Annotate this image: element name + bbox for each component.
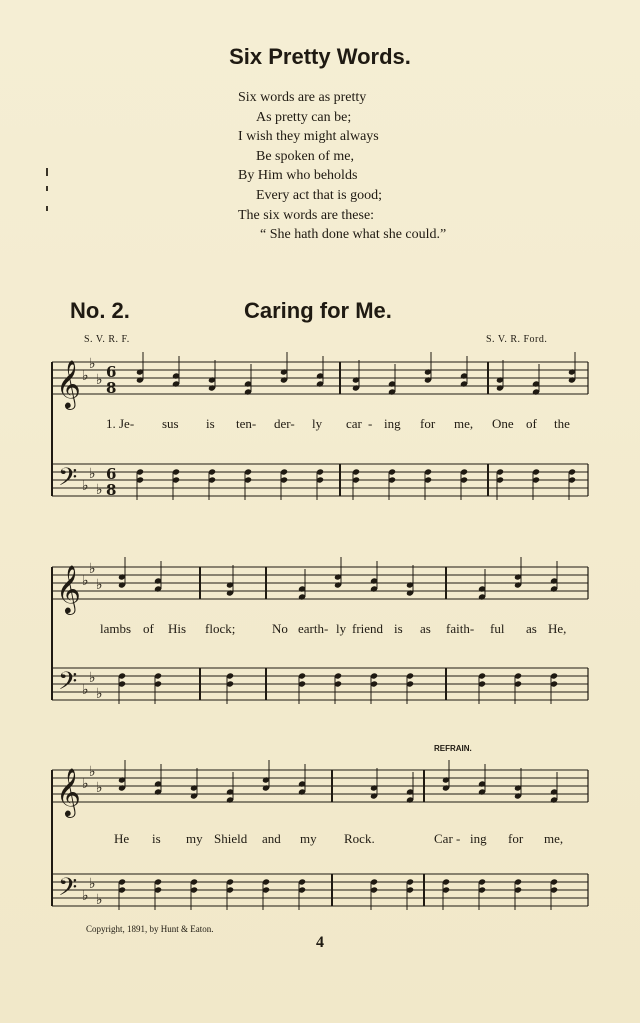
poem-line: “ She hath done what she could.” (260, 227, 447, 243)
copyright-notice: Copyright, 1891, by Hunt & Eaton. (86, 924, 214, 934)
poem-title: Six Pretty Words. (229, 44, 411, 69)
lyric-syllable: car (346, 416, 362, 431)
lyric-syllable: of (526, 416, 537, 431)
lyric-syllable: Rock. (344, 831, 375, 846)
flat-sign: ♭ (89, 764, 96, 780)
lyric-syllable: my (186, 831, 203, 846)
lyric-syllable: friend (352, 621, 384, 636)
flat-sign: ♭ (89, 466, 96, 482)
lyric-syllable: flock; (205, 621, 236, 636)
lyric-syllable: lambs (100, 621, 132, 636)
clef-symbol: 𝄞 (56, 359, 81, 408)
lyric-syllable: ing (470, 831, 487, 846)
flat-sign: ♭ (89, 561, 96, 577)
flat-sign: ♭ (82, 888, 89, 904)
poem-line: I wish they might always (238, 129, 379, 145)
flat-sign: ♭ (89, 356, 96, 372)
lyric-syllable: the (554, 416, 570, 431)
page-number: 4 (316, 934, 324, 951)
time-signature: 6 (106, 363, 117, 381)
flat-sign: ♭ (82, 682, 89, 698)
lyric-syllable: ful (490, 621, 505, 636)
lyric-syllable: - (368, 416, 373, 431)
flat-sign: ♭ (96, 372, 103, 388)
lyric-syllable: earth- (298, 621, 329, 636)
lyric-syllable: ly (312, 416, 323, 431)
flat-sign: ♭ (96, 577, 103, 593)
lyric-syllable: my (300, 831, 317, 846)
lyric-syllable: Car (434, 831, 453, 846)
lyric-syllable: ly (336, 621, 347, 636)
time-signature: 8 (106, 481, 117, 499)
lyric-syllable: He, (548, 621, 567, 636)
lyric-syllable: He (114, 831, 130, 846)
flat-sign: ♭ (96, 892, 103, 908)
poem-line: As pretty can be; (256, 109, 352, 125)
clef-symbol: 𝄢 (58, 667, 78, 702)
lyric-syllable: for (420, 416, 436, 431)
poem-line: The six words are these: (238, 207, 375, 223)
flat-sign: ♭ (82, 776, 89, 792)
flat-sign: ♭ (96, 780, 103, 796)
lyric-syllable: me, (454, 416, 474, 431)
poem-line: Be spoken of me, (256, 148, 354, 164)
clef-symbol: 𝄞 (56, 564, 81, 613)
flat-sign: ♭ (82, 573, 89, 589)
time-signature: 8 (106, 379, 117, 397)
lyric-syllable: sus (162, 416, 179, 431)
lyric-syllable: and (262, 831, 281, 846)
lyric-syllable: faith- (446, 621, 475, 636)
hymn-number: No. 2. (70, 298, 130, 323)
lyric-syllable: - (456, 831, 461, 846)
lyric-syllable: ing (384, 416, 401, 431)
refrain-label: REFRAIN. (434, 744, 472, 753)
poem-line: Every act that is good; (256, 187, 382, 203)
clef-symbol: 𝄢 (58, 873, 78, 908)
clef-symbol: 𝄞 (56, 767, 81, 816)
composer-credit: S. V. R. Ford. (486, 334, 548, 345)
flat-sign: ♭ (82, 478, 89, 494)
poem-line: Six words are as pretty (238, 90, 367, 105)
lyric-syllable: is (206, 416, 215, 431)
lyric-syllable: of (143, 621, 154, 636)
lyric-syllable: is (394, 621, 403, 636)
lyric-syllable: 1. Je- (106, 416, 135, 431)
hymn-title: Caring for Me. (244, 298, 392, 323)
poem-line: By Him who beholds (238, 168, 358, 184)
lyric-syllable: One (492, 416, 514, 431)
flat-sign: ♭ (89, 670, 96, 686)
lyric-syllable: as (526, 621, 537, 636)
lyric-syllable: No (272, 621, 288, 636)
lyricist-credit: S. V. R. F. (84, 334, 130, 345)
lyric-syllable: ten- (236, 416, 257, 431)
clef-symbol: 𝄢 (58, 463, 78, 498)
flat-sign: ♭ (89, 876, 96, 892)
flat-sign: ♭ (96, 686, 103, 702)
lyric-syllable: der- (274, 416, 295, 431)
lyric-syllable: for (508, 831, 524, 846)
lyric-syllable: me, (544, 831, 564, 846)
flat-sign: ♭ (96, 482, 103, 498)
lyric-syllable: Shield (214, 831, 248, 846)
lyric-syllable: as (420, 621, 431, 636)
flat-sign: ♭ (82, 368, 89, 384)
time-signature: 6 (106, 465, 117, 483)
lyric-syllable: is (152, 831, 161, 846)
lyric-syllable: His (168, 621, 187, 636)
